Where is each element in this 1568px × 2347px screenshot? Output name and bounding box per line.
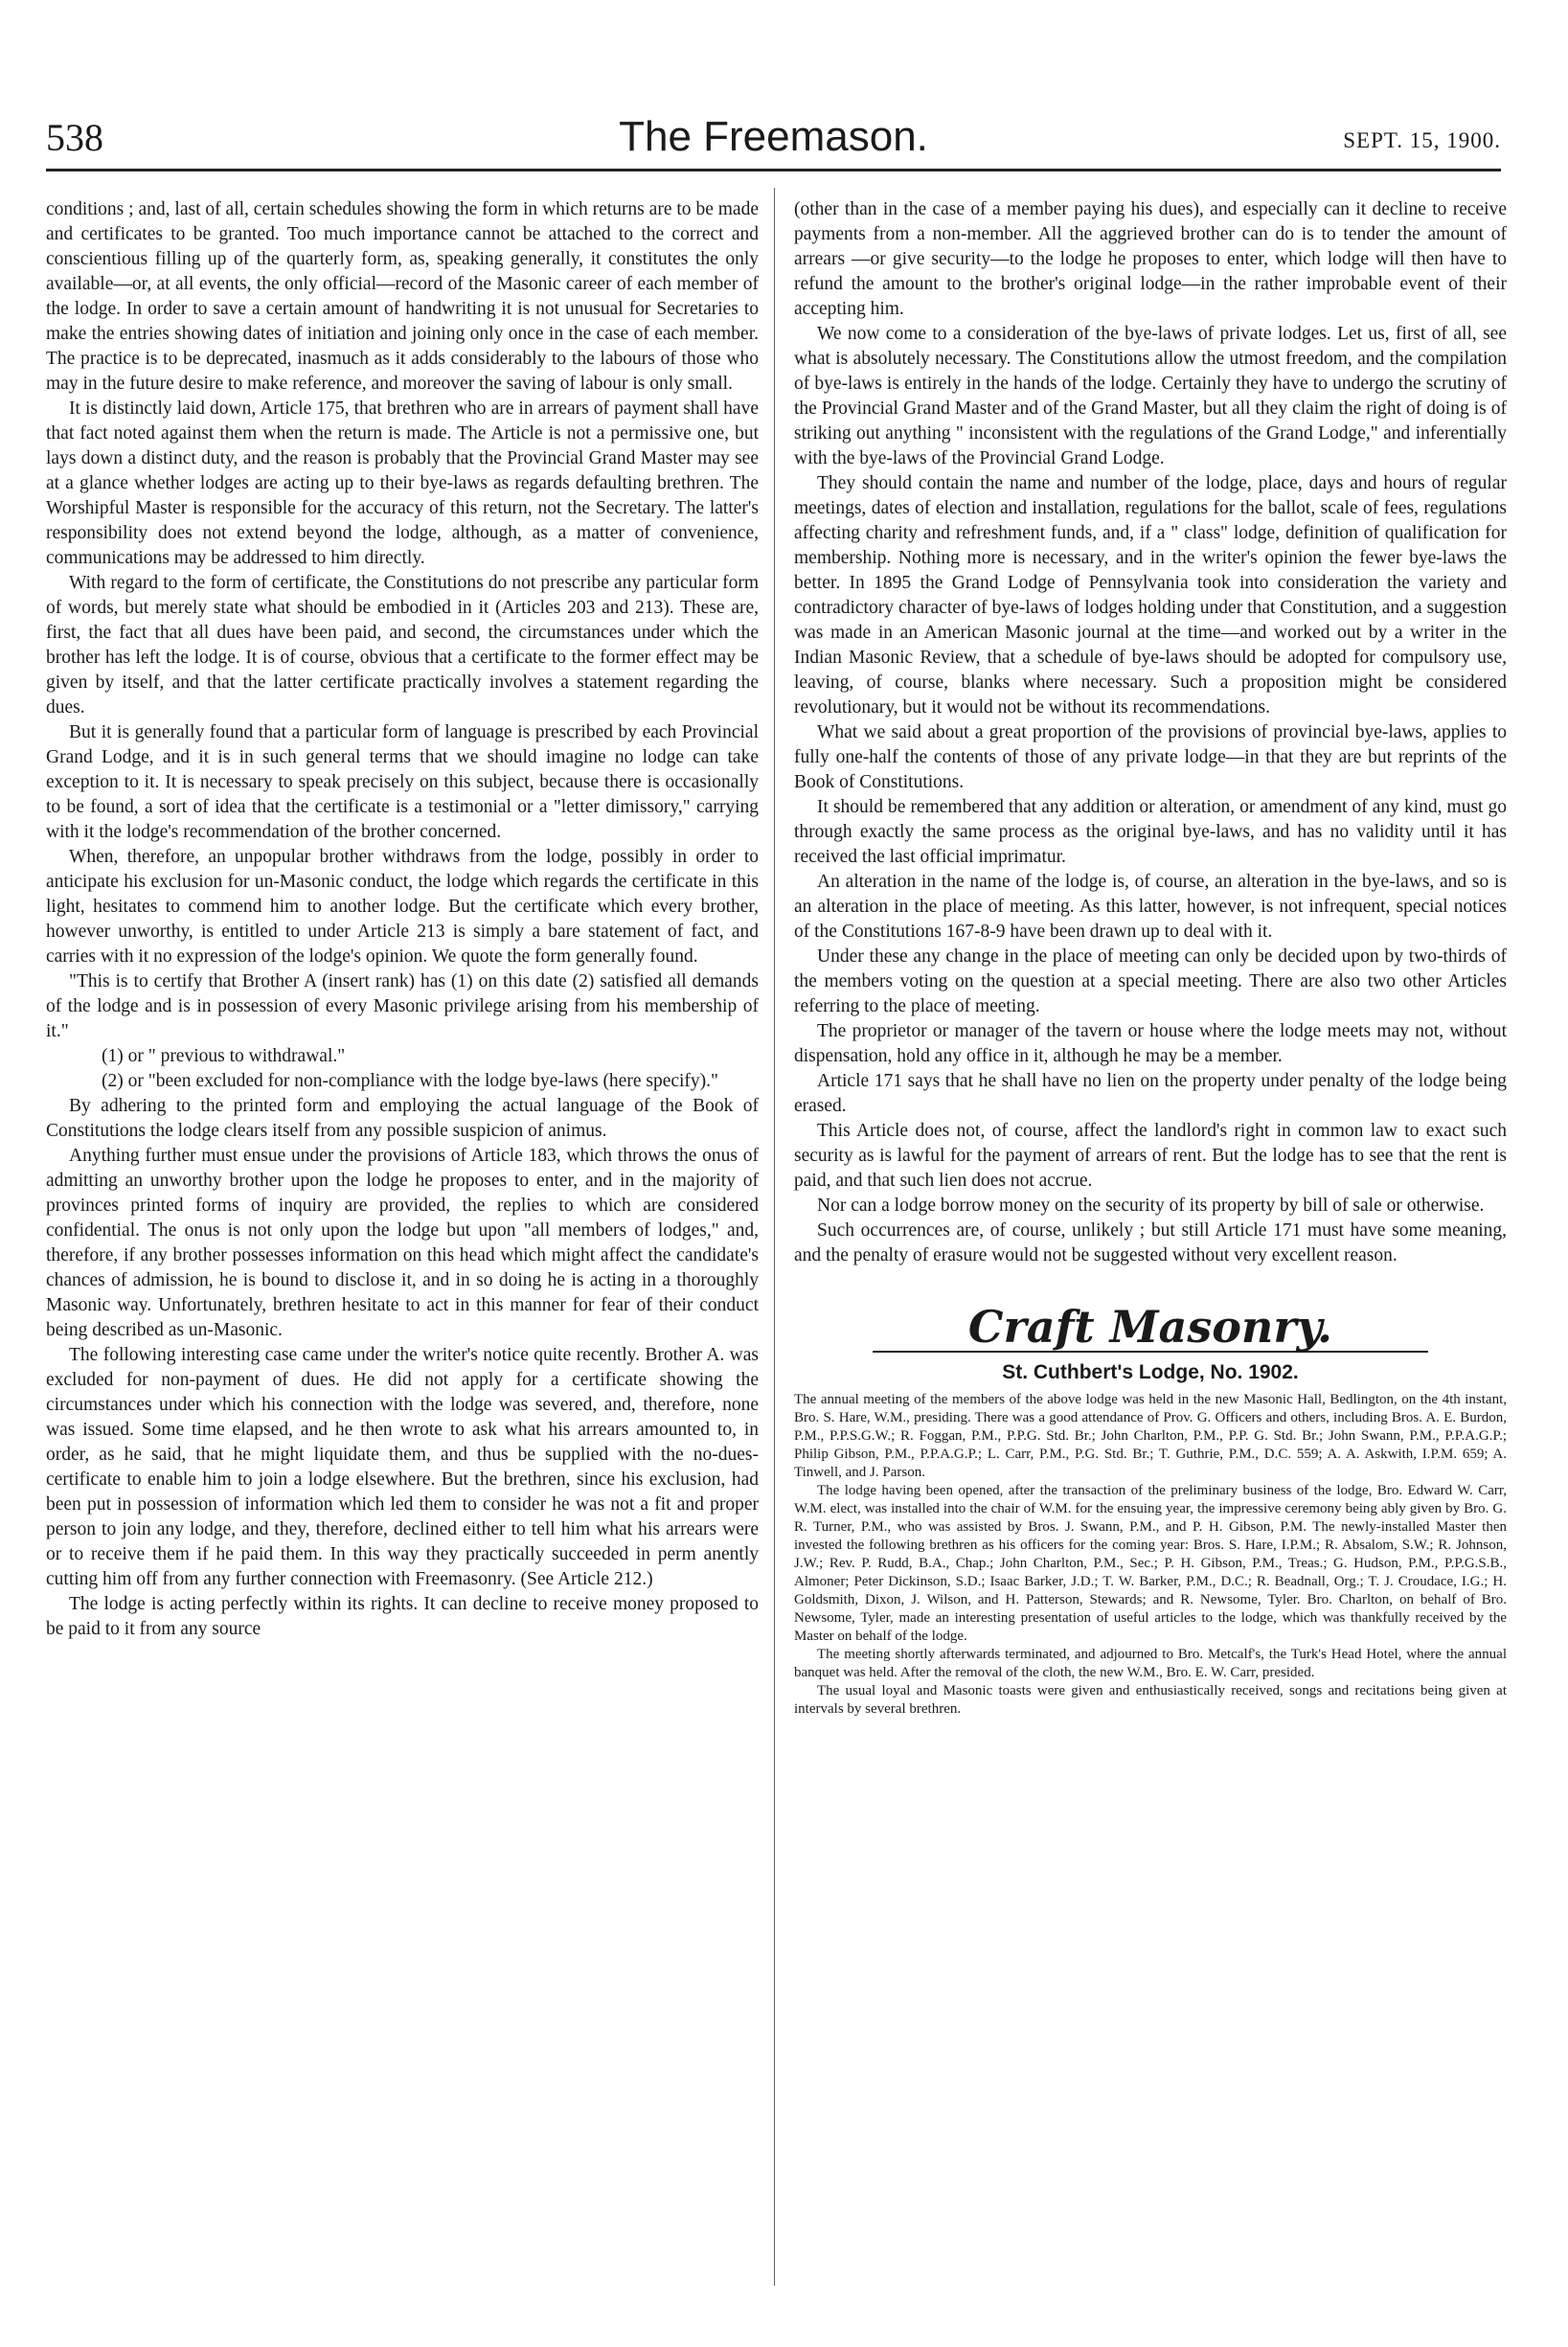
paragraph: They should contain the name and number of the lodge, place, days and hours of regular meetings, dates of election and installation, regulations for the ballot, scale of fees, regulations affecting charity and refreshment funds, and, if a " class" lodge, definition of qualification for membership. Nothing more is necessary, and in the writer's opinion the fewer bye-laws the better. In 1895 the Grand Lodge of Pennsylvania took into consideration the variety and contradictory character of bye-laws of lodges holding under that Constitution, and a suggestion was made in an American Masonic journal at the time—and worked out by a writer in the Indian Masonic Review, that a schedule of bye-laws should be adopted for compulsory use, leaving, of course, blanks where necessary. Such a proposition might be considered revolutionary, but it would not be without its recommendations. (794, 473, 1507, 718)
paragraph: Nor can a lodge borrow money on the security of its property by bill of sale or otherwise. (817, 1196, 1485, 1216)
paragraph: When, therefore, an unpopular brother withdraws from the lodge, possibly in order to anticipate his exclusion for un-Masonic conduct, the lodge which regards the certificate in this light, hesitates to commend him to another lodge. But the certificate which every brother, however unworthy, is entitled to under Article 213 is simply a bare statement of fact, and carries with it no expression of the lodge's opinion. We quote the form generally found. (46, 847, 759, 967)
paragraph: Such occurrences are, of course, unlikely ; but still Article 171 must have some meaning, and the penalty of erasure would not be suggested without very excellent reason. (794, 1220, 1507, 1265)
paragraph: conditions ; and, last of all, certain schedules showing the form in which returns are to be made and certificates to be granted. Too much importance cannot be attached to the correct and conscientious filling up of the quarterly form, as, speaking generally, it constitutes the only available—or, at all events, the only official—record of the Masonic career of each member of the lodge. In order to save a certain amount of handwriting it is not unusual for Secretaries to make the entries showing dates of initiation and joining only once in the case of each member. The practice is to be deprecated, inasmuch as it adds considerably to the labours of those who may in the future desire to make reference, and moreover the saving of labour is only small. (46, 199, 759, 394)
lodge-heading: St. Cuthbert's Lodge, No. 1902. (873, 1351, 1428, 1385)
paragraph: (other than in the case of a member paying his dues), and especially can it decline to receive payments from a non-member. All the aggrieved brother can do is to tender the amount of arrears —or give security—to the lodge he proposes to enter, which lodge will then have to refund the amount to the brother's original lodge—in the rather improbable event of their accepting him. (794, 199, 1507, 319)
report-paragraph: The usual loyal and Masonic toasts were given and enthusiastically received, songs and recitations being given at intervals by several brethren. (794, 1683, 1507, 1717)
paragraph: But it is generally found that a particular form of language is prescribed by each Provincial Grand Lodge, and it is in such general terms that we should imagine no lodge can take exception to it. It is necessary to speak precisely on this subject, because there is occasionally to be found, a sort of idea that the certificate is a testimonial or a "letter dimissory," carrying with it the lodge's recommendation of the brother concerned. (46, 722, 759, 842)
report-paragraph: The annual meeting of the members of the above lodge was held in the new Masonic Hall, Bedlington, on the 4th instant, Bro. S. Hare, W.M., presiding. There was a good attendance of Prov. G. Officers and others, including Bros. A. E. Burdon, P.M., P.P.S.G.W.; R. Foggan, P.M., P.P.G. Std. Br.; John Charlton, P.M., P.P. G. Std. Br.; John Swann, P.M., P.P.A.G.P.; Philip Gibson, P.M., P.P.A.G.P.; L. Carr, P.M., P.G. Std. Br.; T. Guthrie, P.M., D.C. 559; A. A. Askwith, I.P.M. 659; A. Tinwell, and J. Parson. (794, 1392, 1507, 1480)
paragraph: The following interesting case came under the writer's notice quite recently. Brother A. was excluded for non-payment of dues. He did not apply for a certificate showing the circumstances under which his connection with the lodge was severed, and, therefore, none was issued. Some time elapsed, and he then wrote to ask what his arrears amounted to, in order, as he said, that he might liquidate them, and thus be supplied with the no-dues-certificate to enable him to join a lodge elsewhere. But the brethren, since his exclusion, had been put in possession of information which led them to consider he was not a fit and proper person to join any lodge, and they, therefore, declined either to tell him what his arrears were or to receive them if he paid them. In this way they practically succeeded in perm anently cutting him off from any further connection with Freemasonry. (See Article 212.) (46, 1345, 759, 1589)
masthead (46, 113, 1501, 176)
journal-title: The Freemason. (619, 113, 928, 160)
paragraph: Anything further must ensue under the provisions of Article 183, which throws the onus of admitting an unworthy brother upon the lodge he proposes to enter, and in the majority of provinces printed forms of inquiry are provided, the replies to which are considered confidential. The onus is not only upon the lodge but upon "all members of lodges," and, therefore, if any brother possesses information on this head which might affect the candidate's chances of admission, he is bound to disclose it, and in so doing he is acting in a thoroughly Masonic way. Unfortunately, brethren hesitate to act in this manner for fear of their conduct being described as un-Masonic. (46, 1146, 759, 1340)
paragraph: Under these any change in the place of meeting can only be decided upon by two-thirds of the members voting on the question at a special meeting. There are also two other Articles referring to the place of meeting. (794, 946, 1507, 1016)
left-column (46, 197, 759, 1642)
report-paragraph: The lodge having been opened, after the transaction of the preliminary business of the lodge, Bro. Edward W. Carr, W.M. elect, was installed into the chair of W.M. for the ensuing year, the impressive ceremony being ably given by Bro. G. R. Turner, P.M., who was assisted by Bros. J. Swann, P.M., and P. H. Gibson, P.M. The newly-installed Master then invested the following brethren as his officers for the coming year: Bros. S. Hare, I.P.M.; R. Absalom, S.W.; R. Johnson, J.W.; Rev. P. Rudd, B.A., Chap.; John Charlton, P.M., Sec.; P. H. Gibson, P.M., Treas.; G. Hudson, P.M., P.P.G.S.B., Almoner; Peter Dickinson, S.D.; Isaac Barker, J.D.; T. W. Barker, P.M., D.C.; R. Beadnall, Org.; T. J. Croudace, I.G.; H. Goldsmith, Dixon, J. Wilson, and H. Patterson, Stewards; and R. Newsome, Tyler. Bro. Charlton, on behalf of Bro. Newsome, Tyler, made an interesting presentation of useful articles to the lodge, which was thankfully received by the Master on behalf of the lodge. (794, 1483, 1507, 1644)
paragraph: We now come to a consideration of the bye-laws of private lodges. Let us, first of all, see what is absolutely necessary. The Constitutions allow the utmost freedom, and the compilation of bye-laws is entirely in the hands of the lodge. Certainly they have to undergo the scrutiny of the Provincial Grand Master and of the Grand Master, but all they claim the right of doing is of striking out anything " inconsistent with the regulations of the Grand Lodge," and inferentially with the bye-laws of the Provincial Grand Lodge. (794, 324, 1507, 468)
lodge-report (794, 1391, 1507, 1719)
page-number: 538 (46, 116, 103, 159)
column-divider (774, 188, 775, 2286)
paragraph: The proprietor or manager of the tavern or house where the lodge meets may not, without dispensation, hold any office in it, although he may be a member. (794, 1021, 1507, 1066)
report-paragraph: The meeting shortly afterwards terminated, and adjourned to Bro. Metcalf's, the Turk's Head Hotel, where the annual banquet was held. After the removal of the cloth, the new W.M., Bro. E. W. Carr, presided. (794, 1647, 1507, 1680)
certificate-footnote: (1) or " previous to withdrawal." (102, 1046, 346, 1066)
paragraph: An alteration in the name of the lodge is, of course, an alteration in the bye-laws, and so is an alteration in the place of meeting. As this latter, however, is not infrequent, special notices of the Constitutions 167-8-9 have been drawn up to deal with it. (794, 872, 1507, 942)
section-heading: Craft Masonry. (967, 1301, 1333, 1353)
certificate-footnote: (2) or "been excluded for non-compliance with the lodge bye-laws (here specify)." (102, 1071, 719, 1091)
certificate-quote: "This is to certify that Brother A (insert rank) has (1) on this date (2) satisfied all demands of the lodge and is in possession of every Masonic privilege arising from his membership of it." (46, 971, 759, 1041)
paragraph: What we said about a great proportion of the provisions of provincial bye-laws, applies to fully one-half the contents of those of any private lodge—in that they are but reprints of the Book of Constitutions. (794, 722, 1507, 792)
issue-date: SEPT. 15, 1900. (1343, 128, 1501, 152)
paragraph: The lodge is acting perfectly within its rights. It can decline to receive money proposed to be paid to it from any source (46, 1594, 759, 1639)
paragraph: It is distinctly laid down, Article 175, that brethren who are in arrears of payment shall have that fact noted against them when the return is made. The Article is not a permissive one, but lays down a distinct duty, and the reason is probably that the Provincial Grand Master may see at a glance whether lodges are acting up to their bye-laws as regards defaulting brethren. The Worshipful Master is responsible for the accuracy of this return, not the Secretary. The latter's responsibility does not extend beyond the lodge, although, as a matter of convenience, communications may be addressed to him directly. (46, 399, 759, 568)
paragraph: By adhering to the printed form and employing the actual language of the Book of Constitutions the lodge clears itself from any possible suspicion of animus. (46, 1096, 759, 1141)
paragraph: It should be remembered that any addition or alteration, or amendment of any kind, must go through exactly the same process as the original bye-laws, and has no validity until it has received the last official imprimatur. (794, 797, 1507, 867)
paragraph: This Article does not, of course, affect the landlord's right in common law to exact such security as is lawful for the payment of arrears of rent. But the lodge has to see that the rent is paid, and that such lien does not accrue. (794, 1121, 1507, 1191)
paragraph: With regard to the form of certificate, the Constitutions do not prescribe any particular form of words, but merely state what should be embodied in it (Articles 203 and 213). These are, first, the fact that all dues have been paid, and second, the circumstances under which the brother has left the lodge. It is of course, obvious that a certificate to the former effect may be given by itself, and that the latter certificate practically involves a statement regarding the dues. (46, 573, 759, 718)
header-rule (46, 169, 1501, 171)
paragraph: Article 171 says that he shall have no lien on the property under penalty of the lodge being erased. (794, 1071, 1507, 1116)
right-column (794, 197, 1507, 1719)
